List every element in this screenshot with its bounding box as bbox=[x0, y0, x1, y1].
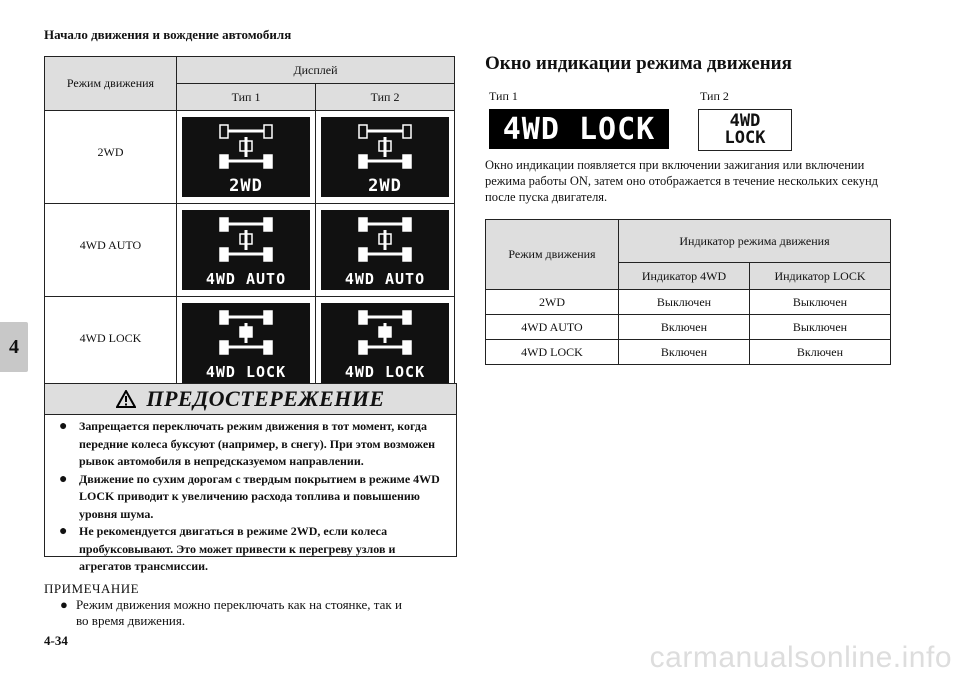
center-diff-mark bbox=[240, 327, 252, 337]
description: Окно индикации появляется при включении зажигания или включении режима работы ON, затем оно отображается в течение нескольких секунд после пуска двигателя. bbox=[485, 158, 878, 204]
axle-mark bbox=[228, 253, 264, 256]
lock-indicator-type1: 4WD LOCK bbox=[489, 109, 669, 149]
center-diff-mark bbox=[379, 327, 391, 337]
wheel-mark bbox=[220, 341, 228, 354]
driveshaft-mark bbox=[245, 230, 248, 250]
mode-cell: 4WD LOCK bbox=[486, 340, 619, 365]
driveshaft-mark bbox=[384, 230, 387, 250]
wheel-mark bbox=[220, 311, 228, 324]
type2-label: Тип 2 bbox=[700, 89, 729, 103]
display-mode-text: 4WD LOCK bbox=[344, 363, 426, 381]
wheel-mark bbox=[403, 155, 411, 168]
display-mode-text: 2WD bbox=[368, 176, 402, 196]
bullet-icon: ● bbox=[59, 524, 68, 539]
wheel-mark bbox=[220, 218, 228, 231]
warning-item: Движение по сухим дорогам с твердым покрытием в режиме 4WD LOCK приводит к увеличению расхода топлива и повышению уровня шума. bbox=[79, 471, 440, 521]
note-text: Режим движения можно переключать как на стоянке, так и во время движения. bbox=[76, 597, 402, 628]
mode-name: 2WD bbox=[45, 111, 177, 204]
display-type2-4wd-lock bbox=[316, 297, 455, 390]
wheel-mark bbox=[264, 218, 272, 231]
table-row bbox=[486, 340, 891, 365]
axle-mark bbox=[367, 223, 403, 226]
axle-mark bbox=[228, 346, 264, 349]
ind-4wd-cell: Включен bbox=[619, 315, 750, 340]
warning-title: ПРЕДОСТЕРЕЖЕНИЕ bbox=[146, 386, 385, 411]
driveshaft-mark bbox=[384, 137, 387, 157]
note-title: ПРИМЕЧАНИЕ bbox=[44, 581, 140, 596]
warning-triangle-icon bbox=[116, 390, 136, 408]
ind-lock-cell: Выключен bbox=[749, 290, 890, 315]
wheel-mark bbox=[220, 155, 228, 168]
type1-label: Тип 1 bbox=[489, 89, 518, 103]
col-display-header: Дисплей bbox=[177, 57, 455, 84]
lock-indicator-line: 4WD bbox=[729, 111, 761, 131]
table-row bbox=[45, 204, 455, 297]
list-item bbox=[59, 418, 448, 471]
display-type1-2wd bbox=[177, 111, 316, 204]
wheel-mark bbox=[264, 341, 272, 354]
display-type1-4wd-auto bbox=[177, 204, 316, 297]
display-mode-text: 4WD LOCK bbox=[205, 363, 287, 381]
display-mode-text: 4WD AUTO bbox=[344, 270, 426, 288]
display-type2-2wd bbox=[316, 111, 455, 204]
lock-indicator-line: LOCK bbox=[724, 128, 766, 148]
display-mode-text: 4WD AUTO bbox=[205, 270, 287, 288]
axle-mark bbox=[228, 316, 264, 319]
wheel-mark bbox=[359, 248, 367, 261]
note-body bbox=[60, 597, 410, 629]
mode-name: 4WD AUTO bbox=[45, 204, 177, 297]
lock-indicator-type2 bbox=[698, 109, 792, 151]
warning-header bbox=[45, 384, 456, 415]
bullet-icon: ● bbox=[59, 419, 68, 434]
warning-item: Запрещается переключать режим движения в тот момент, когда передние колеса буксуют (например, в снегу). При этом возможен рывок автомобиля в непредсказуемом направлении. bbox=[79, 419, 436, 468]
display-type2-4wd-auto bbox=[316, 204, 455, 297]
list-item bbox=[59, 523, 448, 576]
ind-lock-cell: Включен bbox=[749, 340, 890, 365]
col-indicator-header: Индикатор режима движения bbox=[619, 220, 891, 263]
wheel-mark bbox=[359, 125, 367, 138]
bullet-icon: ● bbox=[60, 597, 68, 612]
display-type1-4wd-lock bbox=[177, 297, 316, 390]
axle-mark bbox=[367, 130, 403, 133]
col-4wd-header: Индикатор 4WD bbox=[619, 263, 750, 290]
page-header: Начало движения и вождение автомобиля bbox=[44, 27, 292, 42]
drivetrain-display-svg bbox=[182, 210, 310, 290]
wheel-mark bbox=[359, 311, 367, 324]
table-row bbox=[486, 315, 891, 340]
wheel-mark bbox=[264, 155, 272, 168]
wheel-mark bbox=[264, 311, 272, 324]
ind-4wd-cell: Включен bbox=[619, 340, 750, 365]
col-type2-header: Тип 2 bbox=[316, 84, 455, 111]
axle-mark bbox=[367, 346, 403, 349]
wheel-mark bbox=[359, 341, 367, 354]
axle-mark bbox=[228, 130, 264, 133]
col-mode-header: Режим движения bbox=[45, 57, 177, 111]
mode-cell: 4WD AUTO bbox=[486, 315, 619, 340]
col-mode-header: Режим движения bbox=[486, 220, 619, 290]
axle-mark bbox=[367, 253, 403, 256]
drivetrain-display-svg bbox=[182, 117, 310, 197]
axle-mark bbox=[228, 223, 264, 226]
page-number: 4-34 bbox=[44, 633, 68, 648]
warning-item: Не рекомендуется двигаться в режиме 2WD, если колеса пробуксовывают. Это может привести к перегреву узлов и агрегатов трансмиссии. bbox=[79, 524, 396, 573]
wheel-mark bbox=[264, 125, 272, 138]
display-mode-text: 2WD bbox=[229, 176, 263, 196]
wheel-mark bbox=[359, 155, 367, 168]
table-row bbox=[45, 297, 455, 390]
col-type1-header: Тип 1 bbox=[177, 84, 316, 111]
wheel-mark bbox=[403, 248, 411, 261]
drivetrain-display-svg bbox=[321, 303, 449, 383]
wheel-mark bbox=[264, 248, 272, 261]
table-row bbox=[45, 111, 455, 204]
mode-name: 4WD LOCK bbox=[45, 297, 177, 390]
axle-mark bbox=[367, 316, 403, 319]
watermark: carmanualsonline.info bbox=[649, 641, 952, 674]
drivetrain-display-svg bbox=[321, 210, 449, 290]
wheel-mark bbox=[403, 218, 411, 231]
wheel-mark bbox=[220, 248, 228, 261]
driveshaft-mark bbox=[245, 137, 248, 157]
section-title: Окно индикации режима движения bbox=[485, 53, 792, 74]
warning-list bbox=[59, 418, 448, 576]
wheel-mark bbox=[359, 218, 367, 231]
indicator-table bbox=[485, 219, 891, 365]
drivetrain-display-svg bbox=[182, 303, 310, 383]
wheel-mark bbox=[403, 125, 411, 138]
bullet-icon: ● bbox=[59, 471, 68, 487]
wheel-mark bbox=[403, 311, 411, 324]
ind-4wd-cell: Выключен bbox=[619, 290, 750, 315]
chapter-tab: 4 bbox=[0, 322, 28, 372]
warning-box bbox=[44, 383, 457, 573]
axle-mark bbox=[367, 160, 403, 163]
wheel-mark bbox=[220, 125, 228, 138]
table-row bbox=[486, 290, 891, 315]
col-lock-header: Индикатор LOCK bbox=[749, 263, 890, 290]
axle-mark bbox=[228, 160, 264, 163]
list-item bbox=[59, 471, 448, 524]
drivetrain-display-svg bbox=[321, 117, 449, 197]
wheel-mark bbox=[403, 341, 411, 354]
ind-lock-cell: Выключен bbox=[749, 315, 890, 340]
mode-cell: 2WD bbox=[486, 290, 619, 315]
display-table bbox=[44, 56, 455, 390]
